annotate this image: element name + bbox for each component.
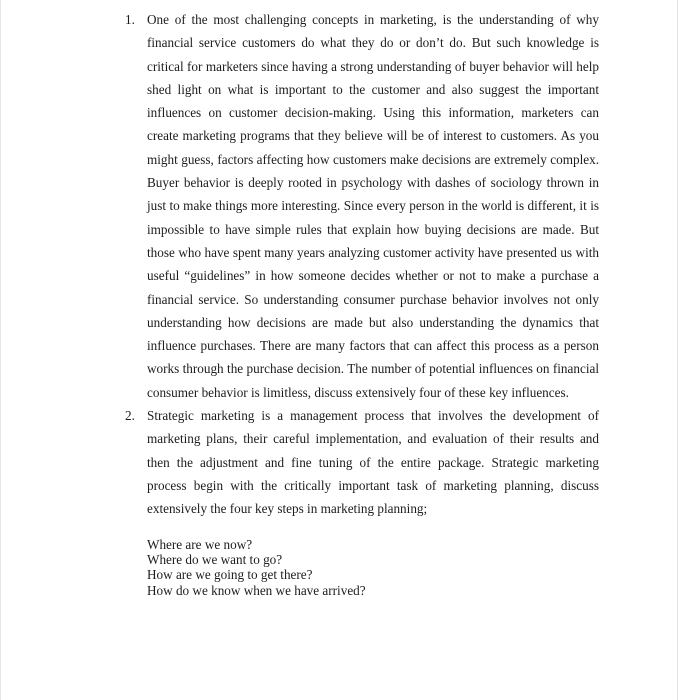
planning-steps-list: [119, 537, 599, 599]
planning-step-4: How do we know when we have arrived?: [147, 582, 366, 598]
question-2: [119, 404, 599, 520]
question-1-text: One of the most challenging concepts in marketing, is the understanding of why financial service customers do what they do or don’t do. But such knowledge is critical for marketers since having a strong understanding of buyer behavior will help shed light on what is important to the customer and also suggest the important influences on customer decision-making. Using this information, marketers can create marketing programs that they believe will be of interest to customers. As you might guess, factors affecting how customers make decisions are extremely complex. Buyer behavior is deeply rooted in psychology with dashes of sociology thrown in just to make things more interesting. Since every person in the world is different, it is impossible to have simple rules that explain how buying decisions are made. But those who have spent many years analyzing customer activity have presented us with useful “guidelines” in how someone decides whether or not to make a purchase a financial service. So understanding consumer purchase behavior involves not only understanding how decisions are made but also understanding the dynamics that influence purchases. There are many factors that can affect this process as a person works through the purchase decision. The number of potential influences on financial consumer behavior is limitless, discuss extensively four of these key influences.: [147, 12, 599, 400]
planning-step-3: How are we going to get there?: [147, 567, 313, 583]
question-2-number: 2.: [125, 408, 135, 424]
question-2-text: Strategic marketing is a management process that involves the development of marketing plans, their careful implementation, and evaluation of their results and then the adjustment and fine tuning of the entire package. Strategic marketing process begin with the critically important task of marketing planning, discuss extensively the four key steps in marketing planning;: [147, 408, 599, 517]
question-1: [119, 8, 599, 404]
planning-step-1: Where are we now?: [147, 536, 253, 552]
document-body: [119, 8, 599, 598]
question-1-number: 1.: [125, 12, 135, 27]
planning-step-2: Where do we want to go?: [147, 551, 283, 567]
